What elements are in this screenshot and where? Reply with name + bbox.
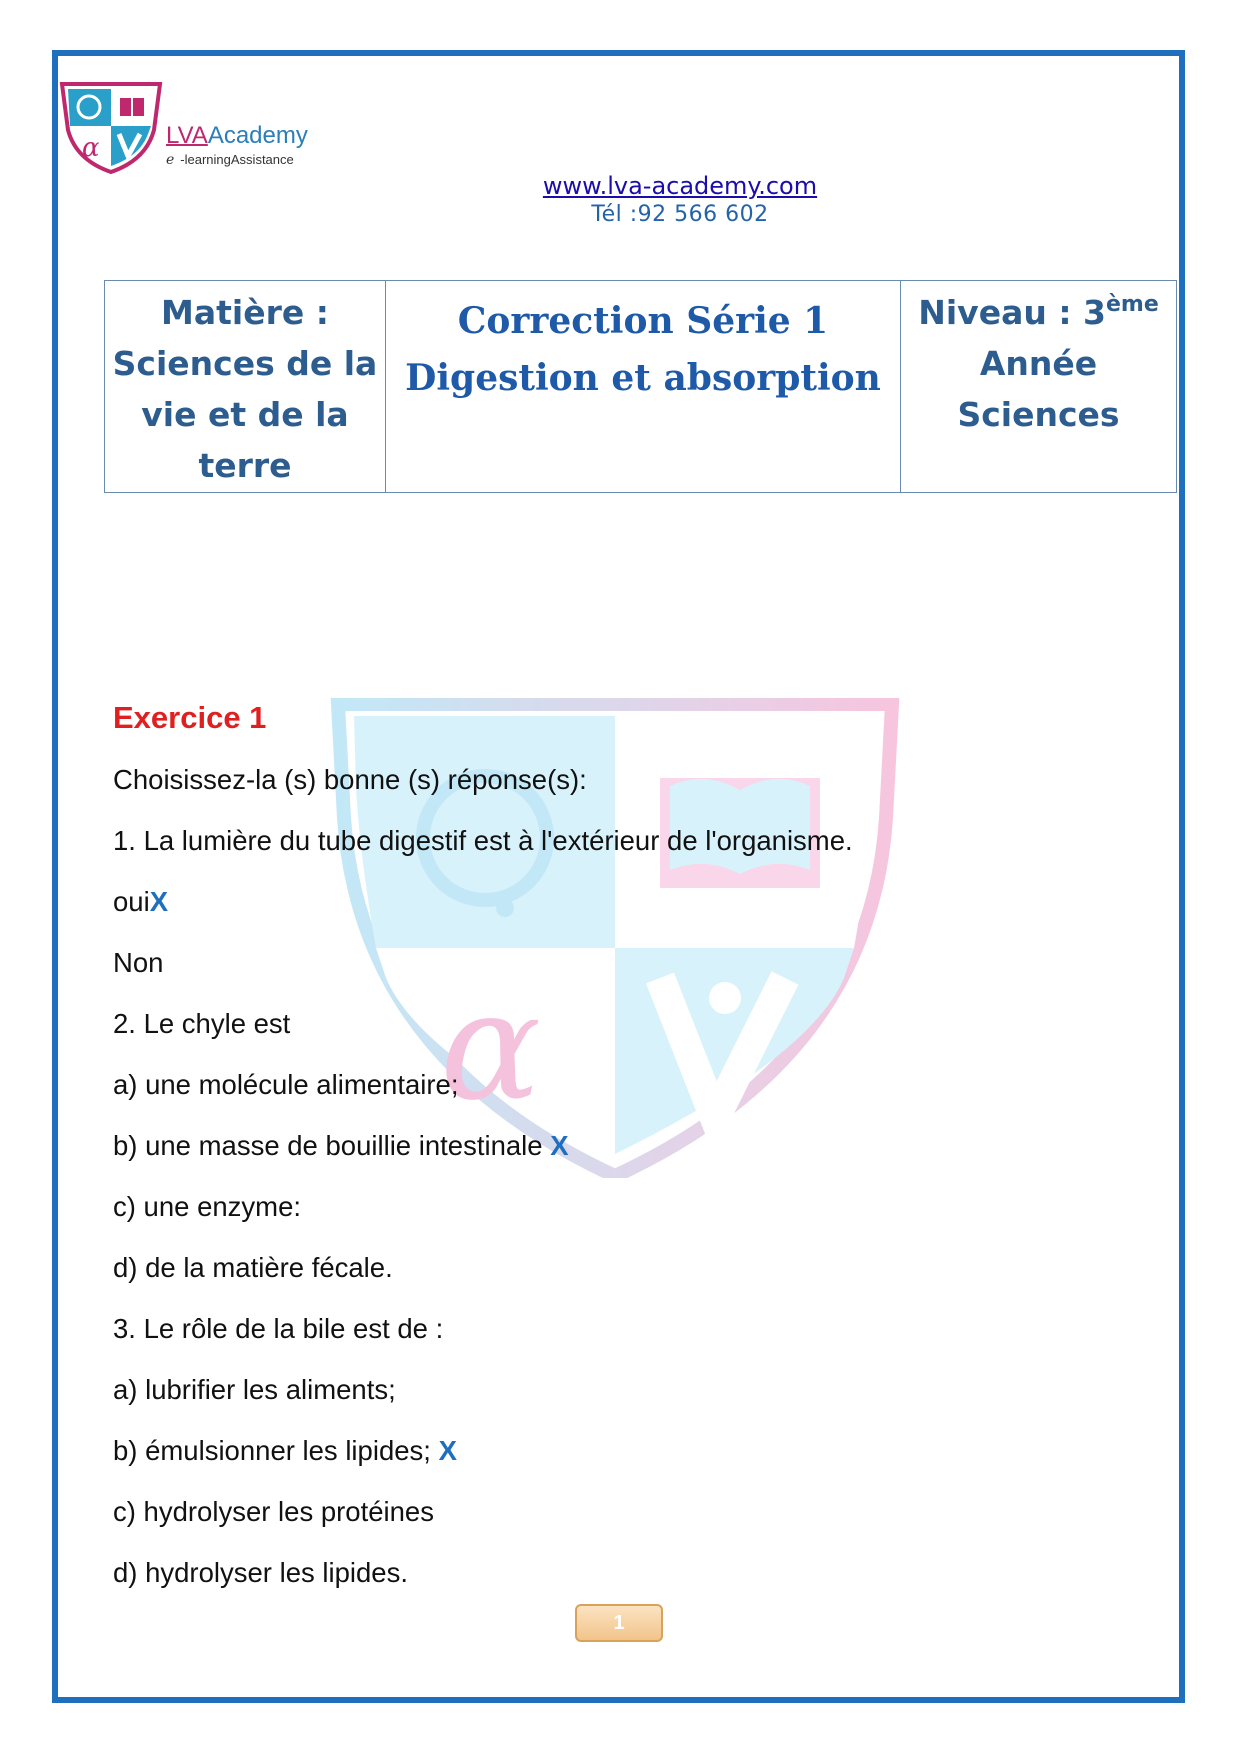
line-text: b) une masse de bouillie intestinale: [113, 1130, 551, 1161]
line-text: 3. Le rôle de la bile est de :: [113, 1313, 444, 1344]
answer-mark: X: [149, 886, 169, 917]
exercise-line: [113, 1252, 393, 1284]
level-line: Sciences: [957, 395, 1120, 434]
exercise-line: [113, 886, 168, 918]
brand-name: [166, 122, 308, 150]
subject-line: Matière :: [161, 293, 329, 332]
subject-line: terre: [198, 446, 292, 485]
exercise-line: [113, 1435, 457, 1467]
subject-line: Sciences de la: [112, 344, 378, 383]
document-subtitle: Digestion et absorption: [405, 357, 881, 399]
exercise-line: [113, 1313, 443, 1345]
level-cell: [901, 281, 1177, 493]
brand-name-suffix: Academy: [207, 122, 308, 149]
line-text: c) une enzyme:: [113, 1191, 302, 1222]
svg-text:α: α: [440, 960, 542, 1134]
brand-tagline-e: e: [166, 152, 175, 168]
brand-block: [166, 122, 308, 168]
exercise-line: [113, 1130, 569, 1162]
document-title: Correction Série 1: [457, 300, 829, 342]
level-line: [902, 287, 1175, 338]
line-text: a) lubrifier les aliments;: [113, 1374, 396, 1405]
phone-number: Tél :92 566 602: [591, 202, 769, 227]
exercise-line: [113, 1069, 458, 1101]
lva-academy-logo: [56, 78, 166, 176]
exercise-line: [113, 1557, 408, 1589]
exercise-title: Exercice 1: [113, 700, 267, 735]
page-number: 1: [575, 1604, 663, 1642]
level-line: Année: [979, 344, 1098, 383]
exercise-line: [113, 1496, 434, 1528]
level-prefix: Niveau : 3: [918, 293, 1106, 332]
line-text: 2. Le chyle est: [113, 1008, 291, 1039]
exercise-line: [113, 1008, 290, 1040]
svg-text:α: α: [82, 133, 100, 163]
header-table: [104, 280, 1177, 493]
line-text: d) hydrolyser les lipides.: [113, 1557, 408, 1588]
line-text: Non: [113, 947, 164, 978]
line-text: a) une molécule alimentaire;: [113, 1069, 459, 1100]
answer-mark: X: [438, 1435, 457, 1466]
exercise-line: [113, 764, 587, 796]
line-text: oui: [113, 886, 150, 917]
exercise-line: [113, 1191, 301, 1223]
exercise-line: [113, 1374, 396, 1406]
exercise-line: [113, 825, 853, 857]
contact-block: [0, 172, 1240, 227]
level-superscript: ème: [1105, 292, 1159, 317]
subject-cell: [105, 281, 386, 493]
line-text: Choisissez-la (s) bonne (s) réponse(s):: [113, 764, 587, 795]
subject-line: vie et de la: [141, 395, 349, 434]
brand-name-prefix: LVA: [166, 122, 208, 149]
answer-mark: X: [550, 1130, 569, 1161]
line-text: b) émulsionner les lipides;: [113, 1435, 439, 1466]
line-text: 1. La lumière du tube digestif est à l'extérieur de l'organisme.: [113, 825, 853, 856]
brand-tagline-text: -learningAssistance: [180, 152, 294, 167]
title-cell: [386, 281, 901, 493]
brand-tagline: [166, 152, 308, 168]
exercise-line: [113, 947, 163, 979]
line-text: c) hydrolyser les protéines: [113, 1496, 434, 1527]
website-link[interactable]: www.lva-academy.com: [542, 172, 818, 200]
line-text: d) de la matière fécale.: [113, 1252, 393, 1283]
